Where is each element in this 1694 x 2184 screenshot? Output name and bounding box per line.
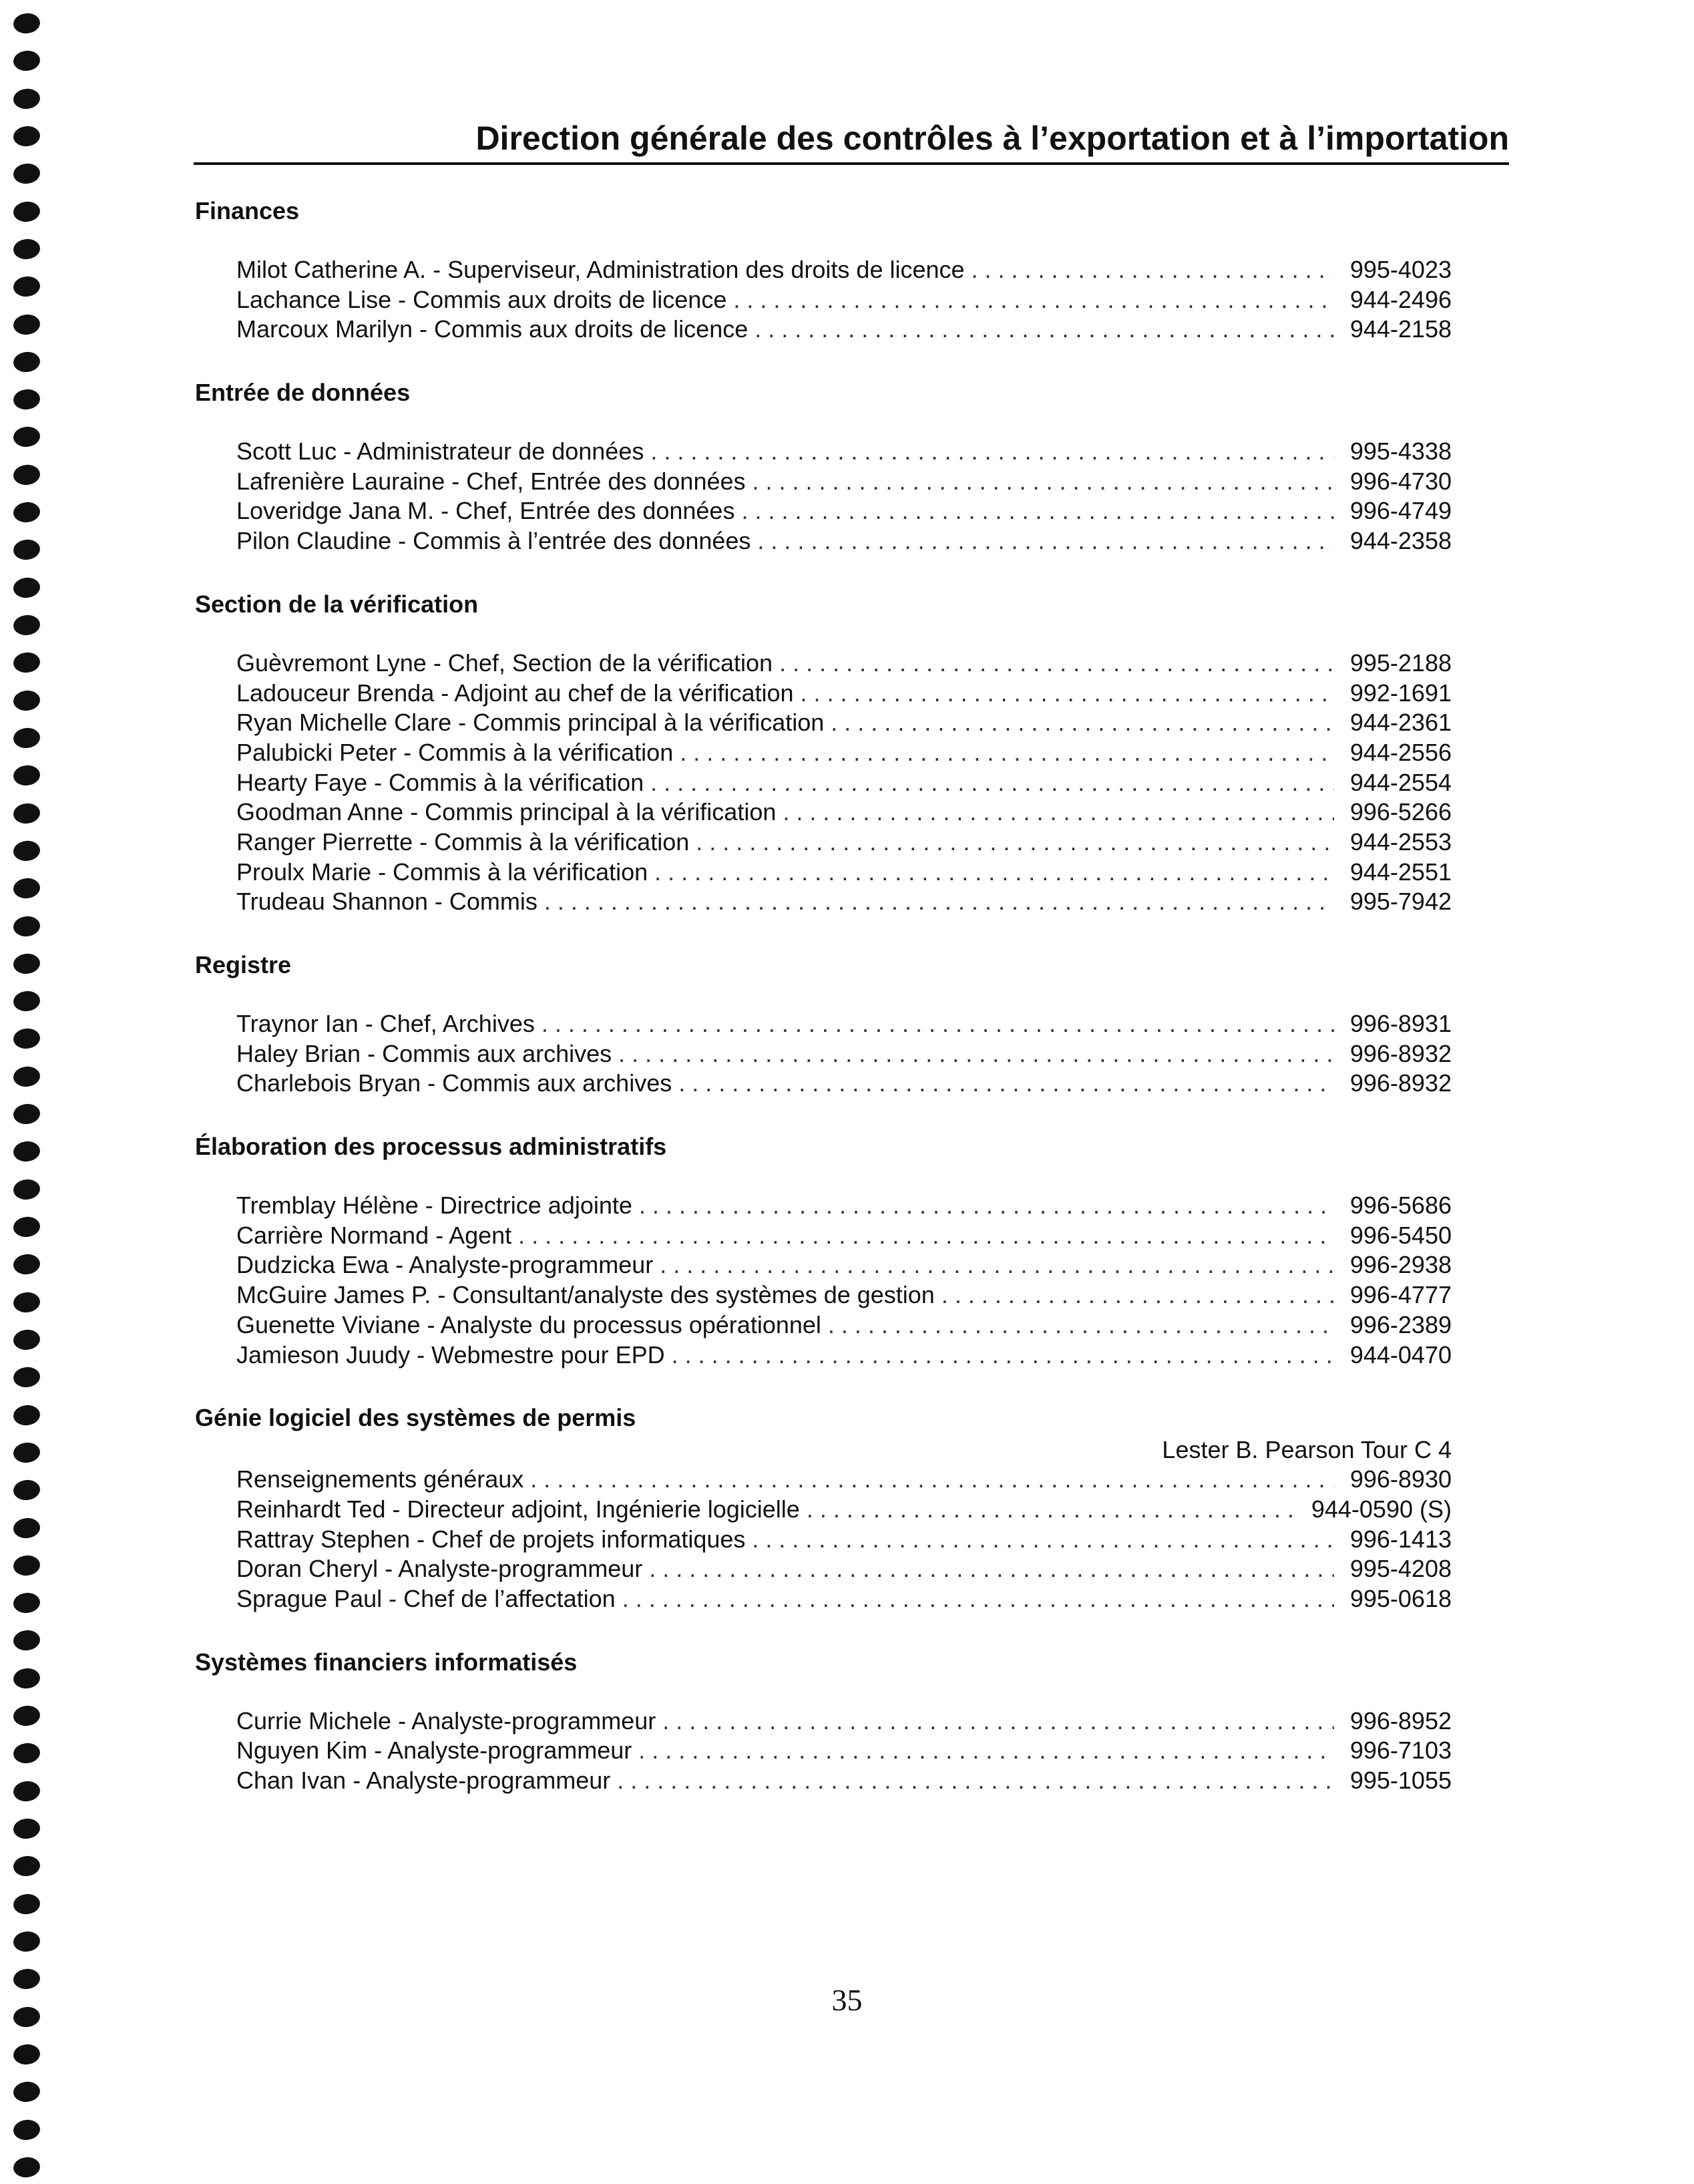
entry-name: Reinhardt Ted - Directeur adjoint, Ingénierie logicielle [236,1495,800,1523]
section-title: Section de la vérification [195,590,479,618]
entry-phone: 996-5686 [1349,1192,1452,1220]
directory-section [195,1645,1452,1796]
dot-leader [757,526,1334,556]
title-underline [194,162,1509,165]
directory-section [195,948,1452,1099]
entry-name: Ranger Pierrette - Commis à la vérification [236,828,690,856]
directory-content [195,194,1452,1827]
entry-phone: 995-7942 [1349,888,1452,916]
entry-phone: 996-8931 [1349,1010,1452,1037]
entry-name: Nguyen Kim - Analyste-programmeur [236,1737,632,1765]
entry-phone: 995-4208 [1349,1555,1452,1583]
directory-entry [195,1584,1452,1614]
binding-hole [13,1629,41,1652]
dot-leader [753,467,1334,497]
binding-hole [13,1140,41,1163]
binding-hole [13,313,41,335]
binding-hole [13,49,41,72]
dot-leader [654,858,1334,888]
entry-name: Renseignements généraux [236,1465,524,1493]
entry-name: Charlebois Bryan - Commis aux archives [236,1069,672,1097]
dot-leader [680,738,1334,768]
dot-leader [828,1310,1334,1340]
entry-phone: 995-1055 [1349,1767,1452,1794]
binding-hole [13,388,41,411]
entry-phone: 996-4730 [1349,467,1452,495]
directory-entry [195,1706,1452,1737]
dot-leader [941,1280,1334,1310]
binding-hole [13,727,41,749]
entry-phone: 944-0590 (S) [1311,1495,1452,1523]
directory-entry [195,255,1452,285]
binding-hole [13,802,41,825]
directory-entry [195,797,1452,828]
binding-hole [13,125,41,148]
directory-entry [195,496,1452,526]
directory-entry [195,1221,1452,1251]
dot-leader [972,255,1334,285]
directory-entry [195,1495,1452,1525]
binding-hole [13,351,41,373]
entry-name: Lachance Lise - Commis aux droits de licence [236,285,727,313]
entry-name: Proulx Marie - Commis à la vérification [236,858,648,886]
dot-leader [696,828,1334,858]
section-title: Élaboration des processus administratifs [195,1133,667,1161]
directory-section [195,1401,1452,1614]
directory-section [195,1129,1452,1370]
dot-leader [779,649,1334,679]
entry-name: Dudzicka Ewa - Analyste-programmeur [236,1251,654,1279]
entry-name: Traynor Ian - Chef, Archives [236,1010,535,1037]
entry-phone: 995-2188 [1349,649,1452,677]
entry-name: Hearty Faye - Commis à la vérification [236,768,644,796]
directory-entry [195,1525,1452,1555]
dot-leader [831,708,1334,738]
dot-leader [752,1525,1334,1555]
entry-phone: 996-8932 [1349,1039,1452,1067]
entry-list [195,255,1452,345]
dot-leader [662,1706,1334,1737]
dot-leader [755,315,1334,345]
entry-name: Ladouceur Brenda - Adjoint au chef de la vérification [236,679,794,707]
entry-phone: 995-4023 [1349,256,1452,283]
directory-entry [195,1250,1452,1280]
entry-name: McGuire James P. - Consultant/analyste des systèmes de gestion [236,1281,935,1309]
entry-phone: 995-4338 [1349,437,1452,466]
page-number: 35 [831,1983,863,2017]
dot-leader [518,1221,1334,1251]
directory-entry [195,1009,1452,1039]
entry-name: Pilon Claudine - Commis à l’entrée des données [236,527,751,555]
binding-hole [13,1930,41,1953]
directory-section [195,194,1452,345]
directory-entry [195,828,1452,858]
directory-entry [195,1340,1452,1371]
directory-section [195,587,1452,917]
directory-entry [195,1554,1452,1584]
entry-phone: 996-8932 [1349,1069,1452,1097]
dot-leader [649,1554,1334,1584]
binding-hole [13,12,41,35]
dot-leader [617,1766,1334,1796]
entry-phone: 944-2553 [1349,828,1452,856]
binding-hole [13,952,41,975]
binding-hole [13,764,41,787]
binding-hole [13,1253,41,1276]
binding-hole [13,1328,41,1351]
entry-name: Palubicki Peter - Commis à la vérification [236,738,674,766]
binding-hole [13,651,41,674]
binding-hole [13,200,41,223]
dot-leader [807,1495,1301,1525]
binding-hole [13,1704,41,1727]
dot-leader [801,679,1334,709]
binding-hole [13,1780,41,1803]
binding-hole [13,1065,41,1088]
directory-section [195,375,1452,556]
binding-hole [13,614,41,636]
directory-entry [195,1766,1452,1796]
binding-hole [13,2118,41,2141]
entry-phone: 944-2496 [1349,285,1452,313]
entry-phone: 944-2158 [1349,315,1452,343]
section-title: Entrée de données [195,379,411,407]
directory-entry [195,1039,1452,1069]
binding-hole [13,425,41,448]
dot-leader [650,768,1334,798]
entry-name: Trudeau Shannon - Commis [236,888,538,916]
binding-hole [13,1667,41,1690]
entry-phone: 944-2554 [1349,768,1452,796]
binding-hole [13,238,41,260]
directory-entry [195,679,1452,709]
entry-phone: 992-1691 [1349,679,1452,707]
entry-name: Milot Catherine A. - Superviseur, Administration des droits de licence [236,256,965,283]
binding-hole [13,1479,41,1501]
directory-entry [195,1069,1452,1099]
binding-hole [13,1817,41,1840]
binding-hole [13,1291,41,1314]
entry-phone: 996-5450 [1349,1221,1452,1249]
dot-leader [783,797,1334,828]
binding-hole [13,1441,41,1464]
dot-leader [639,1191,1334,1221]
entry-phone: 996-2389 [1349,1310,1452,1338]
entry-name: Scott Luc - Administrateur de données [236,437,644,466]
entry-name: Sprague Paul - Chef de l’affectation [236,1584,616,1612]
entry-phone: 996-7103 [1349,1737,1452,1765]
entry-name: Jamieson Juudy - Webmestre pour EPD [236,1340,665,1369]
dot-leader [622,1584,1334,1614]
entry-name: Carrière Normand - Agent [236,1221,512,1249]
directory-entry [195,285,1452,315]
entry-phone: 996-8930 [1349,1465,1452,1493]
entry-name: Guenette Viviane - Analyste du processus opérationnel [236,1310,821,1338]
directory-entry [195,467,1452,497]
entry-list [195,1009,1452,1099]
binding-hole [13,501,41,524]
entry-phone: 996-5266 [1349,798,1452,826]
binding-hole [13,87,41,110]
directory-entry [195,1280,1452,1310]
binding-hole [13,990,41,1013]
dot-leader [638,1736,1334,1766]
directory-entry [195,437,1452,467]
dot-leader [544,887,1334,917]
binding-hole [13,1742,41,1765]
binding-hole [13,840,41,862]
entry-name: Rattray Stephen - Chef de projets informatiques [236,1525,746,1553]
entry-phone: 944-2358 [1349,527,1452,555]
binding-hole [13,689,41,712]
entry-name: Tremblay Hélène - Directrice adjointe [236,1192,632,1220]
directory-entry [195,1736,1452,1766]
binding-hole [13,275,41,298]
binding-hole [13,1027,41,1050]
section-title: Registre [195,951,292,978]
entry-phone: 944-2551 [1349,858,1452,886]
entry-phone: 944-2361 [1349,709,1452,737]
binding-hole [13,162,41,185]
entry-phone: 996-2938 [1349,1251,1452,1279]
section-title: Systèmes financiers informatisés [195,1648,578,1676]
entry-list [195,1465,1452,1614]
entry-phone: 996-4777 [1349,1281,1452,1309]
directory-entry [195,315,1452,345]
entry-list [195,1191,1452,1370]
entry-name: Currie Michele - Analyste-programmeur [236,1706,656,1735]
directory-entry [195,708,1452,738]
entry-name: Loveridge Jana M. - Chef, Entrée des données [236,497,735,525]
directory-entry [195,887,1452,917]
binding-hole [13,1893,41,1916]
entry-list [195,1706,1452,1796]
dot-leader [741,496,1334,526]
directory-entry [195,649,1452,679]
binding-hole [13,914,41,937]
entry-list [195,649,1452,917]
entry-phone: 944-2556 [1349,738,1452,766]
entry-name: Haley Brian - Commis aux archives [236,1039,612,1067]
binding-hole [13,464,41,486]
binding-hole [13,2156,41,2179]
entry-name: Doran Cheryl - Analyste-programmeur [236,1555,643,1583]
section-location: Lester B. Pearson Tour C 4 [1162,1436,1452,1464]
entry-phone: 995-0618 [1349,1584,1452,1612]
directory-entry [195,858,1452,888]
entry-name: Goodman Anne - Commis principal à la vérification [236,798,777,826]
binding-hole [13,1366,41,1389]
directory-entry [195,1465,1452,1495]
dot-leader [650,437,1334,467]
dot-leader [618,1039,1334,1069]
directory-entry [195,1191,1452,1221]
entry-phone: 996-1413 [1349,1525,1452,1553]
spiral-binding [13,13,43,2177]
binding-hole [13,1855,41,1877]
entry-name: Chan Ivan - Analyste-programmeur [236,1767,611,1794]
entry-name: Ryan Michelle Clare - Commis principal à la vérification [236,709,825,737]
dot-leader [542,1009,1334,1039]
entry-phone: 944-0470 [1349,1340,1452,1369]
binding-hole [13,2080,41,2103]
dot-leader [530,1465,1334,1495]
dot-leader [678,1069,1334,1099]
dot-leader [660,1250,1334,1280]
entry-list [195,437,1452,556]
binding-hole [13,1216,41,1238]
binding-hole [13,1178,41,1201]
binding-hole [13,2043,41,2066]
directory-entry [195,1310,1452,1340]
dot-leader [733,285,1334,315]
entry-name: Lafrenière Lauraine - Chef, Entrée des données [236,467,746,495]
entry-phone: 996-4749 [1349,497,1452,525]
binding-hole [13,576,41,599]
directory-entry [195,738,1452,768]
directory-entry [195,768,1452,798]
binding-hole [13,1103,41,1125]
binding-hole [13,1404,41,1427]
dot-leader [672,1340,1334,1371]
page-title: Direction générale des contrôles à l’exportation et à l’importation [475,120,1509,157]
entry-name: Guèvremont Lyne - Chef, Section de la vérification [236,649,773,677]
binding-hole [13,1516,41,1539]
entry-phone: 996-8952 [1349,1706,1452,1735]
directory-entry [195,526,1452,556]
section-title: Génie logiciel des systèmes de permis [195,1404,636,1432]
entry-name: Marcoux Marilyn - Commis aux droits de licence [236,315,749,343]
binding-hole [13,1554,41,1577]
binding-hole [13,538,41,561]
binding-hole [13,1592,41,1614]
section-title: Finances [195,197,300,224]
binding-hole [13,877,41,900]
